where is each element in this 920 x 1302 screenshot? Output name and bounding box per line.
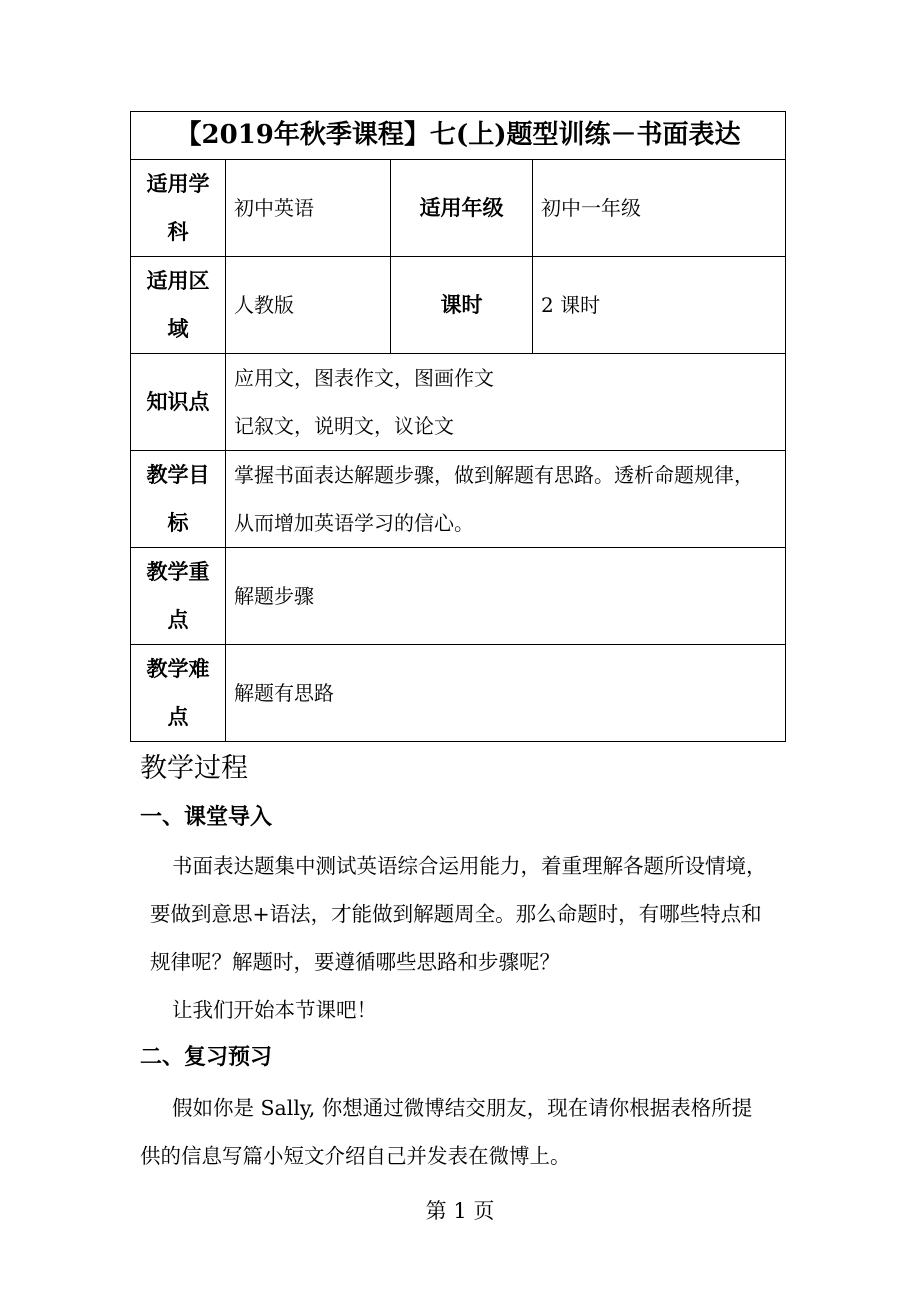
section2-line-2: 供的信息写篇小短文介绍自己并发表在微博上。 <box>140 1144 571 1168</box>
goal-line: 掌握书面表达解题步骤，做到解题有思路。透析命题规律， <box>234 463 754 487</box>
goal-label: 教学目标 <box>131 451 226 548</box>
grade-label: 适用年级 <box>391 160 533 257</box>
region-label: 适用区域 <box>131 257 226 354</box>
focus-value: 解题步骤 <box>226 548 786 645</box>
goal-line: 从而增加英语学习的信心。 <box>234 511 474 535</box>
region-value: 人教版 <box>226 257 391 354</box>
section1-line-2: 要做到意思+语法，才能做到解题周全。那么命题时，有哪些特点和 <box>150 902 762 926</box>
section1-line-3: 规律呢？解题时，要遵循哪些思路和步骤呢？ <box>150 950 560 974</box>
course-info-table <box>130 111 786 742</box>
knowledge-line: 应用文，图表作文，图画作文 <box>234 366 494 390</box>
section1-line-1: 书面表达题集中测试英语综合运用能力，着重理解各题所设情境， <box>172 854 767 878</box>
focus-label: 教学重点 <box>131 548 226 645</box>
difficulty-label: 教学难点 <box>131 645 226 742</box>
section2-line-1: 假如你是 Sally, 你想通过微博结交朋友，现在请你根据表格所提 <box>172 1096 753 1120</box>
goal-value <box>226 451 786 548</box>
process-heading: 教学过程 <box>140 753 248 784</box>
knowledge-label: 知识点 <box>131 354 226 451</box>
hours-label: 课时 <box>391 257 533 354</box>
page-number: 第 1 页 <box>425 1199 495 1223</box>
difficulty-value: 解题有思路 <box>226 645 786 742</box>
knowledge-value <box>226 354 786 451</box>
hours-value: 2 课时 <box>533 257 786 354</box>
grade-value: 初中一年级 <box>533 160 786 257</box>
subject-label: 适用学科 <box>131 160 226 257</box>
subject-value: 初中英语 <box>226 160 391 257</box>
section2-heading: 二、复习预习 <box>140 1044 273 1070</box>
knowledge-line: 记叙文，说明文，议论文 <box>234 414 454 438</box>
section1-closing: 让我们开始本节课吧！ <box>172 998 377 1022</box>
course-title: 【2019年秋季课程】七(上)题型训练－书面表达 <box>131 112 786 160</box>
section1-heading: 一、课堂导入 <box>140 804 273 830</box>
